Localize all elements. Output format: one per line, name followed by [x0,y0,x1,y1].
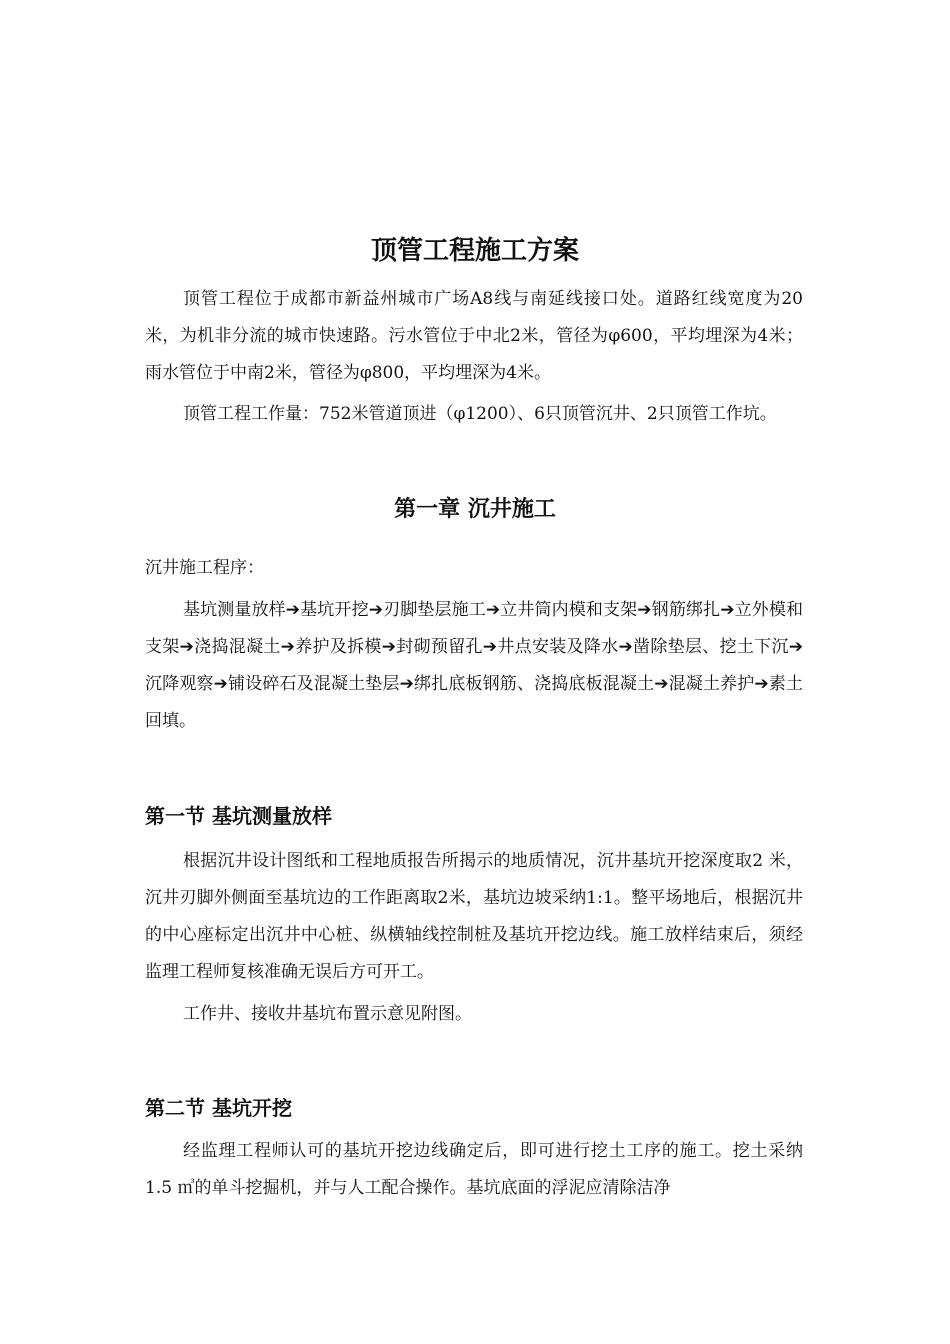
intro-paragraph-2 [145,396,803,433]
section-1-text-2: 工作井、接收井基坑布置示意见附图。 [183,1004,472,1024]
section-2-paragraph-1 [145,1133,803,1207]
section-1-paragraph-2 [145,996,803,1033]
section-2-title: 第二节 基坑开挖 [145,1096,292,1120]
document-title: 顶管工程施工方案 [370,236,579,266]
section-1-title: 第一节 基坑测量放样 [145,804,332,828]
chapter-title: 第一章 沉井施工 [394,497,556,522]
section-1-text-1: 根据沉井设计图纸和工程地质报告所揭示的地质情况，沉井基坑开挖深度取2 米，沉井刃脚外侧面至基坑边的工作距离取2米，基坑边坡采纳1:1。整平场地后，根据沉井的中心座标定出沉井中心桩、纵横轴线控制桩及基坑开挖边线。施工放样结束后，须经监理工程师复核准确无误后方可开工。 [145,851,803,982]
procedure-text: 基坑测量放样➔基坑开挖➔刃脚垫层施工➔立井筒内模和支架➔钢筋绑扎➔立外模和支架➔浇捣混凝土➔养护及拆模➔封砌预留孔➔井点安装及降水➔凿除垫层、挖土下沉➔沉降观察➔铺设碎石及混凝土垫层➔绑扎底板钢筋、浇捣底板混凝土➔混凝土养护➔素土回填。 [145,600,803,731]
section-2-text-1: 经监理工程师认可的基坑开挖边线确定后，即可进行挖土工序的施工。挖土采纳1.5 ㎥的单斗挖掘机，并与人工配合操作。基坑底面的浮泥应清除洁净 [145,1141,803,1198]
intro-text-2: 顶管工程工作量：752米管道顶进（φ1200）、6只顶管沉井、2只顶管工作坑。 [183,404,777,424]
procedure-label: 沉井施工程序： [145,558,264,578]
intro-text-1: 顶管工程位于成都市新益州城市广场A8线与南延线接口处。道路红线宽度为20米，为机非分流的城市快速路。污水管位于中北2米，管径为φ600，平均埋深为4米；雨水管位于中南2米，管径为φ800，平均埋深为4米。 [145,289,803,383]
intro-paragraph-1 [145,281,803,392]
procedure-paragraph [145,592,803,740]
section-1-paragraph-1 [145,843,803,991]
